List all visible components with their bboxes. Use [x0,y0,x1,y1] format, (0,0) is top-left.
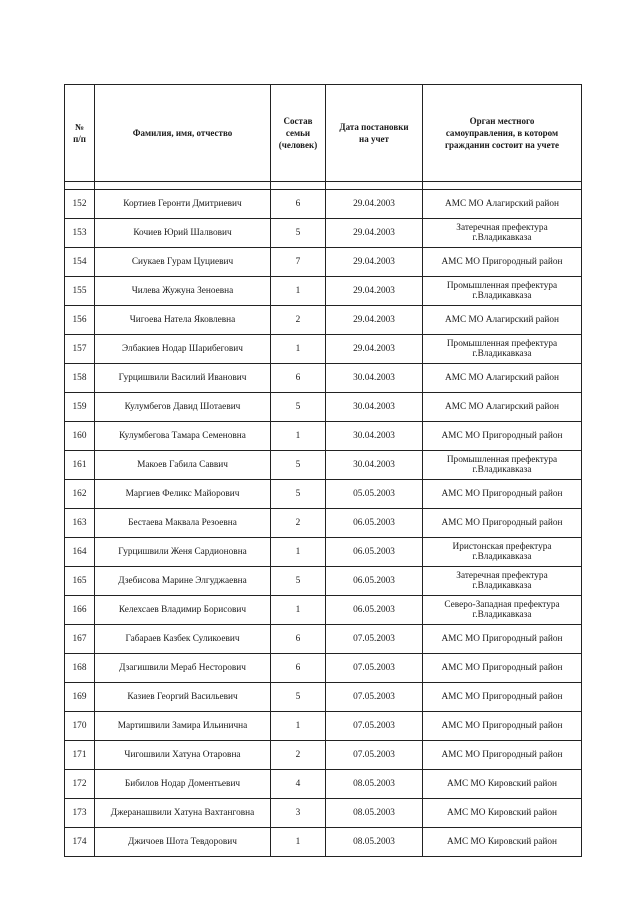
row-number [65,712,95,741]
row-full-name-text: Казиев Георгий Васильевич [127,691,238,702]
row-authority-text: Промышленная префектура г.Владикавказа [446,338,558,359]
row-number-text: 162 [72,488,87,499]
row-number-text: 156 [72,314,87,325]
row-number-text: 165 [72,575,87,586]
row-full-name-text: Чилева Жужуна Зеноевна [131,285,234,296]
row-full-name-text: Макоев Габила Саввич [137,459,228,470]
row-family-size [271,509,326,538]
row-registration-date-text: 30.04.2003 [353,430,395,441]
row-registration-date [326,625,423,654]
row-family-size [271,277,326,306]
table-row [65,741,582,770]
table-body [65,190,582,857]
row-number [65,625,95,654]
row-family-size-text: 5 [295,227,301,238]
row-registration-date-text: 08.05.2003 [353,836,395,847]
row-authority [423,770,582,799]
row-full-name-text: Джичоев Шота Тевдорович [128,836,237,847]
row-full-name [95,364,271,393]
row-number-text: 167 [72,633,87,644]
row-family-size [271,422,326,451]
row-registration-date [326,422,423,451]
row-number [65,509,95,538]
row-authority [423,393,582,422]
row-full-name-text: Дзебисова Марине Элгуджаевна [118,575,247,586]
row-registration-date [326,567,423,596]
row-family-size [271,538,326,567]
row-full-name-text: Кулумбегова Тамара Семеновна [119,430,246,441]
row-registration-date-text: 30.04.2003 [353,401,395,412]
row-authority [423,277,582,306]
row-authority-text: Затеречная префектура г.Владикавказа [456,570,548,591]
row-registration-date [326,828,423,857]
row-registration-date [326,393,423,422]
row-number [65,306,95,335]
row-number-text: 173 [72,807,87,818]
row-full-name-text: Бибилов Нодар Доментьевич [124,778,241,789]
row-full-name [95,422,271,451]
row-family-size [271,741,326,770]
row-registration-date [326,741,423,770]
header-registration-date: Дата постановки на учет [326,85,423,182]
row-number [65,654,95,683]
row-authority [423,683,582,712]
row-authority [423,799,582,828]
row-registration-date-text: 29.04.2003 [353,227,395,238]
row-number-text: 172 [72,778,87,789]
row-full-name [95,393,271,422]
row-family-size [271,712,326,741]
table-row [65,219,582,248]
row-full-name-text: Кортиев Геронти Дмитриевич [123,198,242,209]
row-number [65,828,95,857]
row-authority-text: Промышленная префектура г.Владикавказа [446,280,558,301]
row-full-name [95,306,271,335]
row-full-name [95,654,271,683]
registry-table [64,84,582,857]
table-row [65,509,582,538]
row-registration-date [326,596,423,625]
row-registration-date [326,306,423,335]
header-spacer-row [65,182,582,190]
row-family-size [271,828,326,857]
row-authority [423,567,582,596]
row-registration-date-text: 07.05.2003 [353,691,395,702]
row-family-size-text: 2 [295,749,301,760]
row-number [65,393,95,422]
row-number-text: 154 [72,256,87,267]
row-registration-date [326,683,423,712]
row-full-name-text: Кочиев Юрий Шалвович [133,227,232,238]
table-row [65,393,582,422]
row-family-size-text: 5 [295,401,301,412]
row-number [65,190,95,219]
row-full-name-text: Гурцишвили Женя Сардионовна [118,546,247,557]
row-registration-date [326,335,423,364]
row-family-size [271,248,326,277]
row-family-size-text: 1 [295,836,301,847]
row-authority-text: АМС МО Кировский район [447,778,557,789]
row-family-size [271,625,326,654]
row-registration-date [326,654,423,683]
row-full-name-text: Джеранашвили Хатуна Вахтанговна [110,807,255,818]
row-family-size [271,770,326,799]
row-full-name [95,219,271,248]
row-family-size-text: 5 [295,691,301,702]
row-number [65,799,95,828]
row-registration-date [326,364,423,393]
row-registration-date-text: 07.05.2003 [353,720,395,731]
table-row [65,654,582,683]
row-full-name [95,683,271,712]
row-family-size [271,683,326,712]
row-family-size-text: 2 [295,314,301,325]
row-authority-text: Иристонская префектура г.Владикавказа [452,541,552,562]
row-full-name [95,799,271,828]
row-authority [423,248,582,277]
table-row [65,683,582,712]
row-registration-date-text: 30.04.2003 [353,372,395,383]
row-full-name [95,625,271,654]
table-row [65,422,582,451]
row-full-name-text: Маргиев Феликс Майорович [125,488,240,499]
row-registration-date-text: 06.05.2003 [353,575,395,586]
row-authority [423,509,582,538]
row-authority [423,335,582,364]
row-full-name-text: Дзагишвили Мераб Несторович [119,662,246,673]
row-family-size [271,335,326,364]
row-registration-date [326,770,423,799]
row-authority-text: АМС МО Алагирский район [444,401,560,412]
row-family-size-text: 6 [295,633,301,644]
row-number-text: 171 [72,749,87,760]
row-number-text: 174 [72,836,87,847]
row-full-name-text: Мартишвили Замира Ильиничнa [117,720,248,731]
row-number-text: 170 [72,720,87,731]
row-full-name-text: Кулумбегов Давид Шотаевич [124,401,241,412]
row-full-name [95,335,271,364]
row-registration-date [326,248,423,277]
row-number-text: 169 [72,691,87,702]
row-family-size-text: 5 [295,488,301,499]
row-family-size [271,654,326,683]
header-family-size: Состав семьи (человек) [271,85,326,182]
row-registration-date [326,190,423,219]
row-family-size [271,393,326,422]
row-authority-text: АМС МО Пригородный район [441,749,563,760]
row-family-size-text: 3 [295,807,301,818]
row-family-size [271,596,326,625]
row-authority [423,741,582,770]
row-registration-date-text: 07.05.2003 [353,662,395,673]
row-full-name-text: Габараев Казбек Суликоевич [125,633,240,644]
row-authority [423,712,582,741]
row-registration-date-text: 07.05.2003 [353,749,395,760]
header-authority: Орган местного самоуправления, в котором гражданин состоит на учете [423,85,582,182]
row-number [65,538,95,567]
row-authority [423,654,582,683]
row-family-size-text: 5 [295,459,301,470]
row-full-name [95,712,271,741]
row-registration-date [326,509,423,538]
row-full-name-text: Чигоева Натела Яковлевна [129,314,236,325]
row-full-name-text: Келехсаев Владимир Борисович [118,604,247,615]
row-authority-text: АМС МО Кировский район [447,807,557,818]
row-number-text: 168 [72,662,87,673]
row-full-name-text: Бестаева Маквала Резоевна [128,517,237,528]
row-full-name [95,248,271,277]
row-family-size [271,190,326,219]
row-family-size-text: 6 [295,198,301,209]
row-number [65,335,95,364]
row-number [65,277,95,306]
row-full-name [95,451,271,480]
row-number-text: 158 [72,372,87,383]
row-registration-date-text: 06.05.2003 [353,517,395,528]
row-full-name-text: Чигошвили Хатуна Отаровна [124,749,241,760]
row-family-size-text: 1 [295,343,301,354]
row-number-text: 155 [72,285,87,296]
row-number [65,596,95,625]
table-row [65,248,582,277]
row-full-name-text: Сиукаев Гурам Цуциевич [131,256,234,267]
table-row [65,538,582,567]
row-family-size-text: 6 [295,372,301,383]
row-family-size-text: 1 [295,604,301,615]
row-authority-text: АМС МО Пригородный район [441,720,563,731]
row-number [65,364,95,393]
row-registration-date-text: 06.05.2003 [353,604,395,615]
row-number-text: 164 [72,546,87,557]
row-family-size [271,306,326,335]
row-family-size-text: 1 [295,430,301,441]
row-number-text: 163 [72,517,87,528]
row-number-text: 166 [72,604,87,615]
row-registration-date [326,480,423,509]
row-registration-date-text: 05.05.2003 [353,488,395,499]
row-number-text: 152 [72,198,87,209]
row-authority [423,451,582,480]
table-row [65,567,582,596]
row-authority-text: АМС МО Алагирский район [444,198,560,209]
row-registration-date-text: 08.05.2003 [353,807,395,818]
table-row [65,799,582,828]
row-authority-text: АМС МО Алагирский район [444,372,560,383]
row-family-size-text: 7 [295,256,301,267]
row-authority-text: АМС МО Алагирский район [444,314,560,325]
table-row [65,277,582,306]
row-family-size [271,364,326,393]
row-authority-text: АМС МО Пригородный район [441,430,563,441]
row-number-text: 159 [72,401,87,412]
header-full-name: Фамилия, имя, отчество [95,85,271,182]
row-number [65,770,95,799]
row-authority [423,480,582,509]
table-row [65,596,582,625]
row-authority [423,219,582,248]
row-number [65,567,95,596]
row-full-name [95,480,271,509]
row-number [65,451,95,480]
row-authority-text: АМС МО Пригородный район [441,488,563,499]
table-row [65,306,582,335]
table-row [65,828,582,857]
table-row [65,451,582,480]
row-registration-date-text: 29.04.2003 [353,343,395,354]
row-authority-text: Северо-Западная префектура г.Владикавказа [444,599,560,620]
row-authority-text: АМС МО Кировский район [447,836,557,847]
row-family-size-text: 5 [295,575,301,586]
row-authority [423,306,582,335]
row-family-size-text: 2 [295,517,301,528]
row-registration-date-text: 08.05.2003 [353,778,395,789]
row-registration-date-text: 29.04.2003 [353,285,395,296]
row-authority-text: Промышленная префектура г.Владикавказа [446,454,558,475]
row-authority [423,625,582,654]
row-number [65,422,95,451]
table-row [65,480,582,509]
row-registration-date-text: 29.04.2003 [353,198,395,209]
row-full-name-text: Гурцишвили Василий Иванович [118,372,247,383]
row-full-name [95,538,271,567]
row-family-size-text: 1 [295,546,301,557]
row-authority [423,538,582,567]
row-authority-text: АМС МО Пригородный район [441,633,563,644]
row-registration-date-text: 06.05.2003 [353,546,395,557]
row-authority [423,190,582,219]
row-registration-date [326,799,423,828]
row-family-size [271,799,326,828]
row-registration-date [326,451,423,480]
header-row [65,85,582,182]
row-authority [423,828,582,857]
table-row [65,625,582,654]
row-full-name [95,741,271,770]
row-registration-date [326,712,423,741]
table-row [65,335,582,364]
row-full-name [95,190,271,219]
table-row [65,770,582,799]
row-family-size-text: 6 [295,662,301,673]
row-number [65,480,95,509]
row-number-text: 157 [72,343,87,354]
row-family-size-text: 4 [295,778,301,789]
row-family-size-text: 1 [295,720,301,731]
row-full-name [95,277,271,306]
row-registration-date [326,219,423,248]
row-full-name [95,770,271,799]
row-authority-text: АМС МО Пригородный район [441,256,563,267]
row-full-name [95,509,271,538]
row-authority [423,422,582,451]
row-authority-text: Затеречная префектура г.Владикавказа [456,222,548,243]
row-family-size [271,219,326,248]
row-number [65,683,95,712]
header-number: № п/п [65,85,95,182]
row-family-size [271,451,326,480]
row-number [65,741,95,770]
row-number-text: 161 [72,459,87,470]
row-full-name [95,567,271,596]
row-full-name [95,828,271,857]
row-family-size [271,480,326,509]
row-full-name [95,596,271,625]
table-row [65,190,582,219]
table-row [65,364,582,393]
document-sheet [64,84,581,857]
row-registration-date-text: 30.04.2003 [353,459,395,470]
row-authority-text: АМС МО Пригородный район [441,517,563,528]
row-registration-date [326,538,423,567]
row-registration-date-text: 29.04.2003 [353,256,395,267]
row-number-text: 160 [72,430,87,441]
row-number [65,248,95,277]
row-authority-text: АМС МО Пригородный район [441,691,563,702]
row-registration-date [326,277,423,306]
row-authority [423,596,582,625]
row-family-size [271,567,326,596]
row-authority [423,364,582,393]
row-full-name-text: Элбакиев Нодар Шарибегович [122,343,243,354]
row-number-text: 153 [72,227,87,238]
row-registration-date-text: 29.04.2003 [353,314,395,325]
table-row [65,712,582,741]
row-number [65,219,95,248]
row-authority-text: АМС МО Пригородный район [441,662,563,673]
row-registration-date-text: 07.05.2003 [353,633,395,644]
row-family-size-text: 1 [295,285,301,296]
